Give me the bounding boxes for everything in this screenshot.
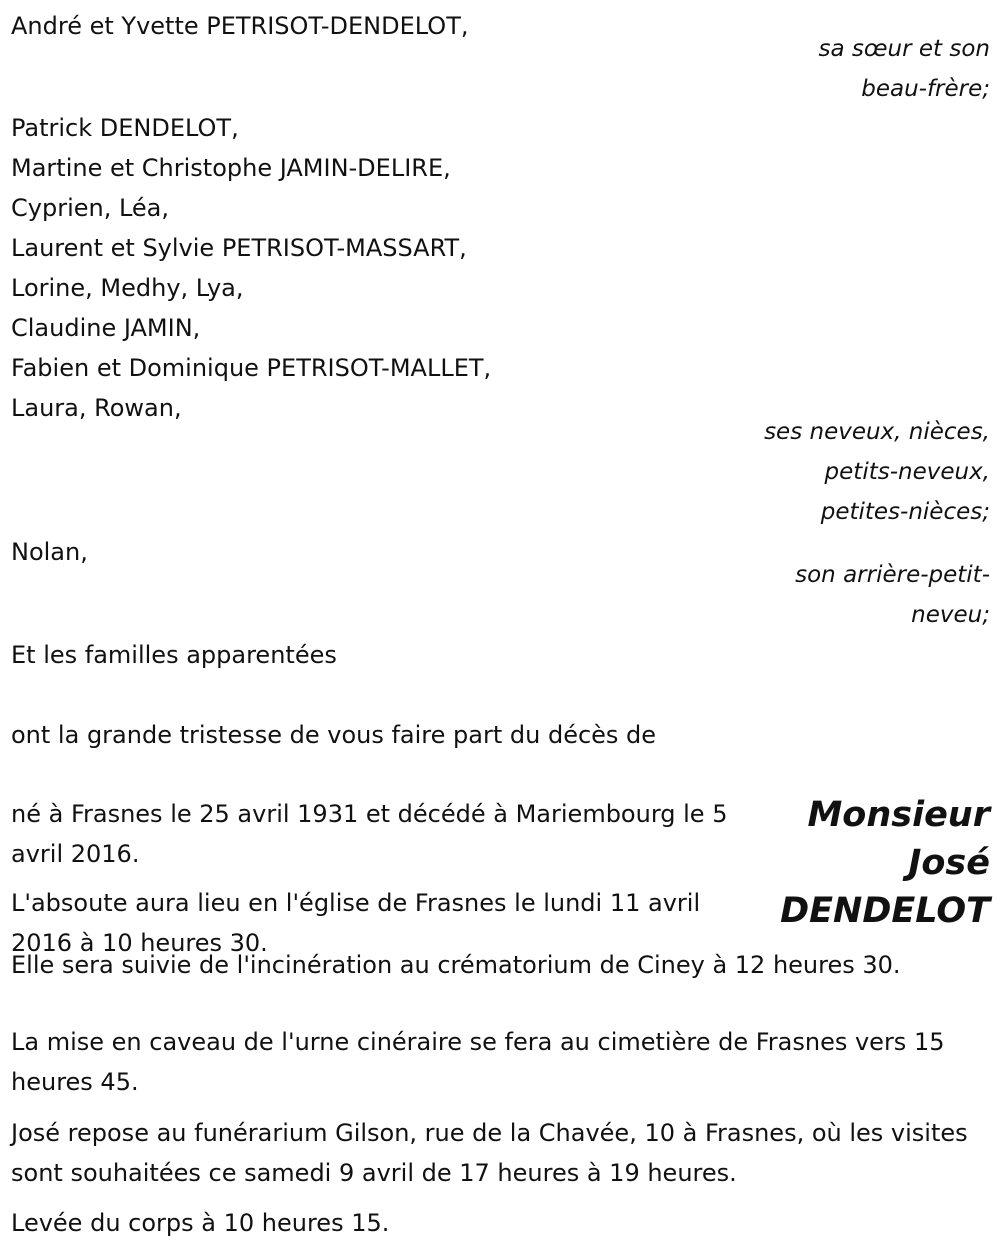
relation-line: beau-frère; — [861, 76, 990, 102]
incineration-text: Elle sera suivie de l'incinération au crématorium de Ciney à 12 heures 30. — [11, 951, 901, 979]
relation-line: son arrière-petit- — [795, 562, 990, 588]
families-line — [11, 635, 990, 675]
family-name-line: Lorine, Medhy, Lya, — [11, 274, 244, 302]
relation-sister — [11, 29, 990, 109]
deceased-title: Monsieur — [807, 795, 990, 835]
family-name-line: Laura, Rowan, — [11, 394, 182, 422]
deceased-first-name: José — [908, 843, 990, 883]
funerarium-paragraph — [11, 1113, 986, 1193]
relation-line: sa sœur et son — [818, 36, 990, 62]
announcement-text: ont la grande tristesse de vous faire part du décès de — [11, 721, 657, 749]
family-name-line: Nolan, — [11, 538, 88, 566]
levee-paragraph — [11, 1203, 986, 1243]
family-name-line: Cyprien, Léa, — [11, 194, 170, 222]
deceased-last-name: DENDELOT — [780, 891, 990, 931]
announcement-line — [11, 715, 990, 755]
levee-text: Levée du corps à 10 heures 15. — [11, 1209, 390, 1237]
family-name-line: Laurent et Sylvie PETRISOT-MASSART, — [11, 234, 467, 262]
urne-text: La mise en caveau de l'urne cinéraire se fera au cimetière de Frasnes vers 15 heures 45. — [11, 1028, 945, 1096]
family-name-line: Fabien et Dominique PETRISOT-MALLET, — [11, 354, 492, 382]
family-name-line: Martine et Christophe JAMIN-DELIRE, — [11, 154, 451, 182]
family-name-line: Claudine JAMIN, — [11, 314, 201, 342]
urne-paragraph — [11, 1022, 951, 1102]
relation-line: ses neveux, nièces, — [764, 419, 990, 445]
funerarium-text: José repose au funérarium Gilson, rue de la Chavée, 10 à Frasnes, où les visites sont souhaitées ce samedi 9 avril de 17 heures à 19 heures. — [11, 1119, 968, 1187]
birth-death-text: né à Frasnes le 25 avril 1931 et décédé à Mariembourg le 5 avril 2016. — [11, 800, 728, 868]
relation-line: petites-nièces; — [820, 499, 990, 525]
birth-death-paragraph — [11, 794, 746, 874]
incineration-paragraph — [11, 945, 996, 985]
deceased-name — [760, 791, 990, 935]
family-name-line: André et Yvette PETRISOT-DENDELOT, — [11, 12, 469, 40]
family-name-line: Patrick DENDELOT, — [11, 114, 239, 142]
relation-nephews — [11, 412, 990, 532]
family-group-nephews — [11, 108, 990, 428]
relation-great-nephew — [11, 555, 990, 635]
relation-line: petits-neveux, — [824, 459, 990, 485]
families-text: Et les familles apparentées — [11, 641, 337, 669]
absoute-text: L'absoute aura lieu en l'église de Frasnes le lundi 11 avril 2016 à 10 heures 30. — [11, 889, 701, 957]
relation-line: neveu; — [911, 602, 990, 628]
